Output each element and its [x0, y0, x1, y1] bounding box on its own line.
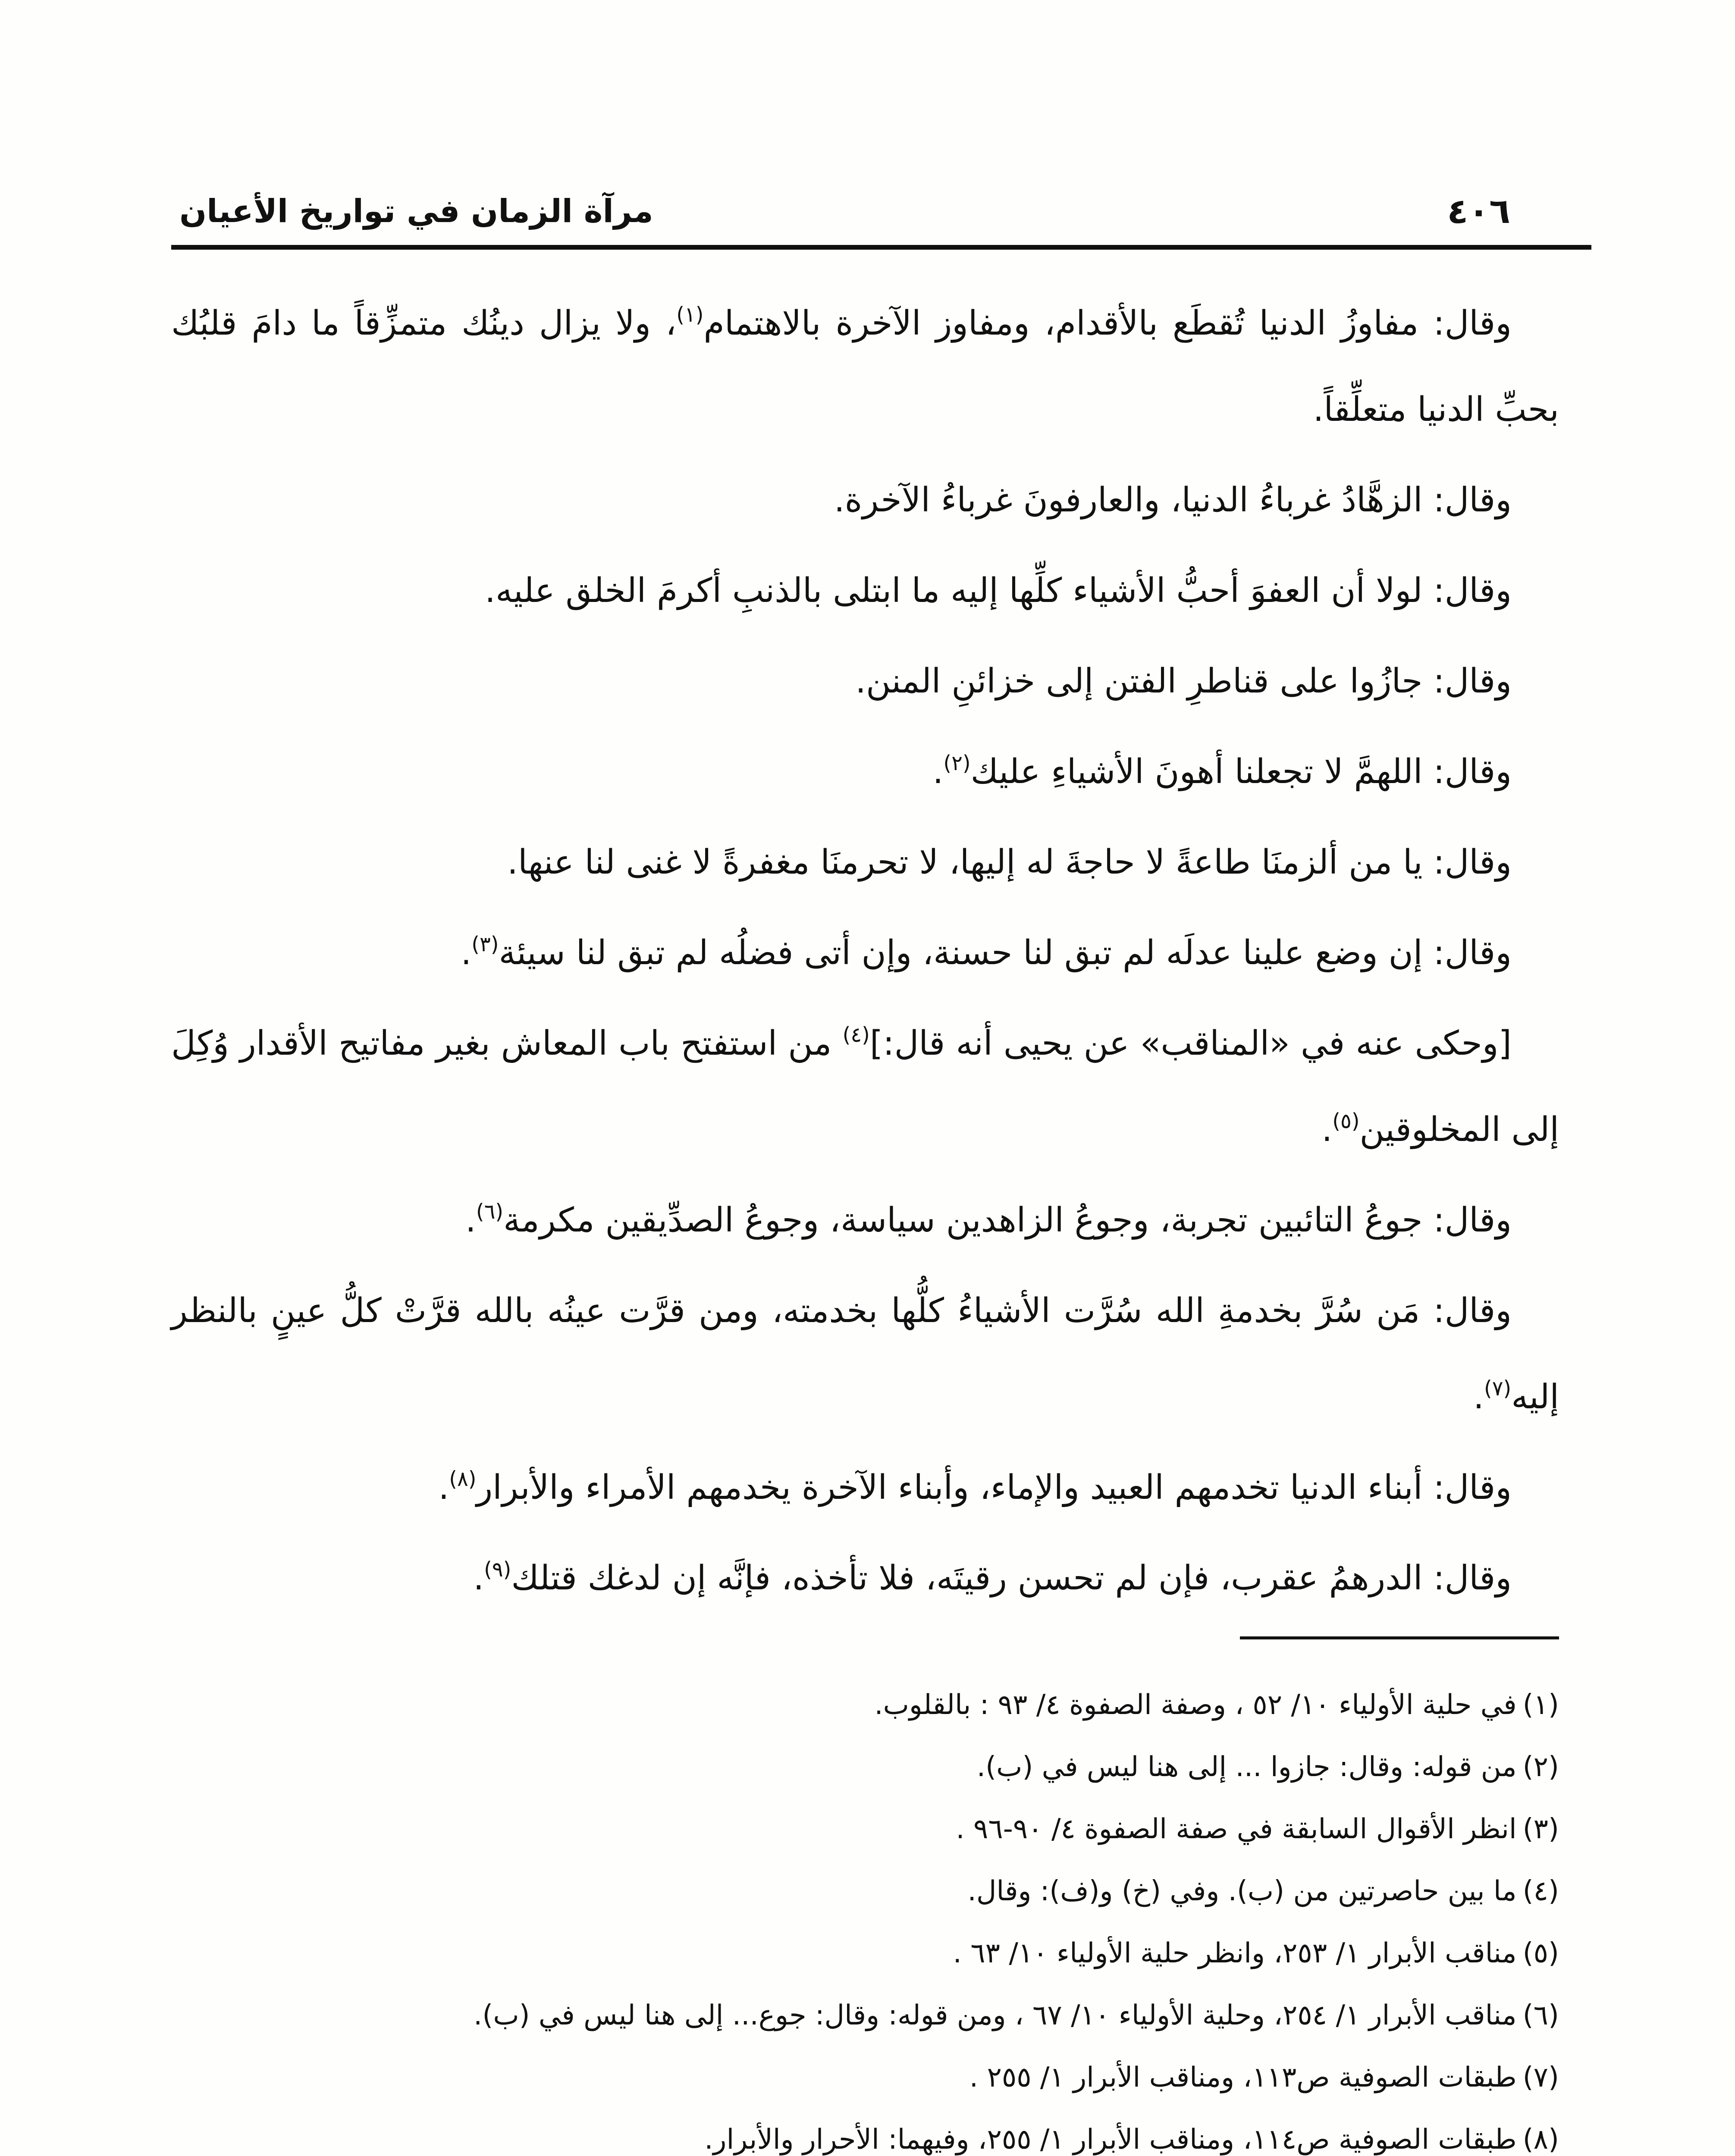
paragraph-text: وقال: جوعُ التائبين تجربة، وجوعُ الزاهدين سياسة، وجوعُ الصدِّيقين مكرمة	[503, 1201, 1512, 1240]
paragraph-text: .	[1473, 1378, 1484, 1416]
paragraph-text: وقال: يا من ألزمنَا طاعةً لا حاجةَ له إليها، لا تحرمنَا مغفرةً لا غنى لنا عنها.	[507, 843, 1512, 882]
footnote-text: طبقات الصوفية ص١١٤، ومناقب الأبرار ١/ ٢٥٥، وفيهما: الأحرار والأبرار.	[704, 2124, 1517, 2156]
paragraph	[171, 638, 1559, 724]
paragraph-text: وقال: أبناء الدنيا تخدمهم العبيد والإماء، وأبناء الآخرة يخدمهم الأمراء والأبرار	[476, 1468, 1512, 1507]
running-header	[179, 185, 1510, 237]
paragraph	[171, 910, 1559, 996]
paragraph-text: وقال: الزهَّادُ غرباءُ الدنيا، والعارفونَ غرباءُ الآخرة.	[834, 481, 1512, 520]
footnote-number: (١)	[1522, 1689, 1559, 1721]
paragraph-text: .	[465, 1201, 476, 1240]
footnote-number: (٣)	[1522, 1813, 1559, 1845]
footnote-number: (٤)	[1522, 1875, 1559, 1907]
footnote-ref: (١)	[676, 303, 704, 327]
paragraph	[171, 1535, 1559, 1621]
paragraph-text: .	[473, 1559, 484, 1598]
paragraph	[171, 729, 1559, 815]
paragraph-text: .	[461, 934, 472, 972]
paragraph-text: وقال: إن وضع علينا عدلَه لم تبق لنا حسنة، وإن أتى فضلُه لم تبق لنا سيئة	[499, 934, 1512, 972]
main-text	[171, 280, 1559, 1621]
paragraph	[171, 1445, 1559, 1531]
footnote	[171, 2109, 1559, 2156]
footnote	[171, 1922, 1559, 1984]
footnote-text: طبقات الصوفية ص١١٣، ومناقب الأبرار ١/ ٢٥٥ .	[969, 2062, 1517, 2093]
paragraph-text: [وحكى عنه في «المناقب» عن يحيى أنه قال:]	[869, 1024, 1512, 1063]
footnote-ref: (٣)	[471, 932, 499, 956]
paragraph-text: .	[932, 752, 944, 791]
paragraph-text: .	[438, 1468, 449, 1507]
paragraph	[171, 1268, 1559, 1440]
paragraph-text: وقال: اللهمَّ لا تجعلنا أهونَ الأشياءِ عليك	[970, 752, 1512, 791]
paragraph	[171, 1000, 1559, 1173]
footnote-text: ما بين حاصرتين من (ب). وفي (خ) و(ف): وقال.	[967, 1875, 1517, 1907]
footnote-number: (٧)	[1522, 2062, 1559, 2093]
footnote-ref: (٦)	[476, 1200, 504, 1224]
footnote-ref: (٢)	[943, 751, 971, 775]
footnote-text: انظر الأقوال السابقة في صفة الصفوة ٤/ ٩٠-٩٦ .	[956, 1813, 1517, 1845]
paragraph-text: وقال: مَن سُرَّ بخدمةِ الله سُرَّت الأشياءُ كلُّها بخدمته، ومن قرَّت عينُه بالله قرَّتْ كلُّ عينٍ بالنظر إليه	[171, 1291, 1559, 1416]
footnote-number: (٨)	[1522, 2124, 1559, 2156]
footnote-separator	[1240, 1636, 1559, 1639]
paragraph-text: من استفتح باب المعاش بغير مفاتيح الأقدار وُكِلَ إلى المخلوقين	[171, 1024, 1559, 1149]
book-title: مرآة الزمان في تواريخ الأعيان	[179, 193, 653, 230]
page-number: ٤٠٦	[1447, 191, 1510, 231]
footnote	[171, 1674, 1559, 1736]
paragraph	[171, 1177, 1559, 1263]
paragraph	[171, 819, 1559, 906]
footnote-ref: (٧)	[1484, 1376, 1512, 1401]
footnote-number: (٢)	[1522, 1751, 1559, 1783]
paragraph-text: وقال: جازُوا على قناطرِ الفتن إلى خزائنِ المنن.	[855, 662, 1512, 701]
footnote-text: من قوله: وقال: جازوا ... إلى هنا ليس في (ب).	[976, 1751, 1517, 1783]
paragraph	[171, 280, 1559, 453]
footnotes	[171, 1674, 1559, 2156]
footnote-ref: (٨)	[449, 1467, 477, 1491]
footnote	[171, 1798, 1559, 1860]
header-rule	[171, 245, 1591, 250]
footnote	[171, 1860, 1559, 1922]
footnote-number: (٥)	[1522, 1937, 1559, 1969]
paragraph-text: ، ولا يزال دينُك متمزِّقاً ما دامَ قلبُك بحبِّ الدنيا متعلِّقاً.	[171, 304, 1559, 429]
footnote-ref: (٥)	[1332, 1109, 1360, 1133]
paragraph	[171, 457, 1559, 543]
footnote-text: في حلية الأولياء ١٠/ ٥٢ ، وصفة الصفوة ٤/ ٩٣ : بالقلوب.	[874, 1689, 1517, 1721]
paragraph	[171, 548, 1559, 634]
paragraph-text: وقال: الدرهمُ عقرب، فإن لم تحسن رقيتَه، فلا تأخذه، فإنَّه إن لدغك قتلك	[511, 1559, 1512, 1598]
footnote-number: (٦)	[1522, 1999, 1559, 2031]
footnote-ref: (٩)	[484, 1557, 511, 1582]
footnote	[171, 1736, 1559, 1798]
paragraph-text: وقال: لولا أن العفوَ أحبُّ الأشياء كلِّها إليه ما ابتلى بالذنبِ أكرمَ الخلق عليه.	[485, 571, 1512, 610]
footnote	[171, 1984, 1559, 2046]
paragraph-text: وقال: مفاوزُ الدنيا تُقطَع بالأقدام، ومفاوز الآخرة بالاهتمام	[703, 304, 1512, 343]
footnote-text: مناقب الأبرار ١/ ٢٥٣، وانظر حلية الأولياء ١٠/ ٦٣ .	[953, 1937, 1517, 1969]
page-content	[171, 280, 1559, 2156]
footnote	[171, 2046, 1559, 2109]
footnote-text: مناقب الأبرار ١/ ٢٥٤، وحلية الأولياء ١٠/ ٦٧ ، ومن قوله: وقال: جوع... إلى هنا ليس في (ب).	[474, 1999, 1517, 2031]
paragraph-text: .	[1321, 1110, 1333, 1149]
footnote-ref: (٤)	[842, 1023, 870, 1047]
